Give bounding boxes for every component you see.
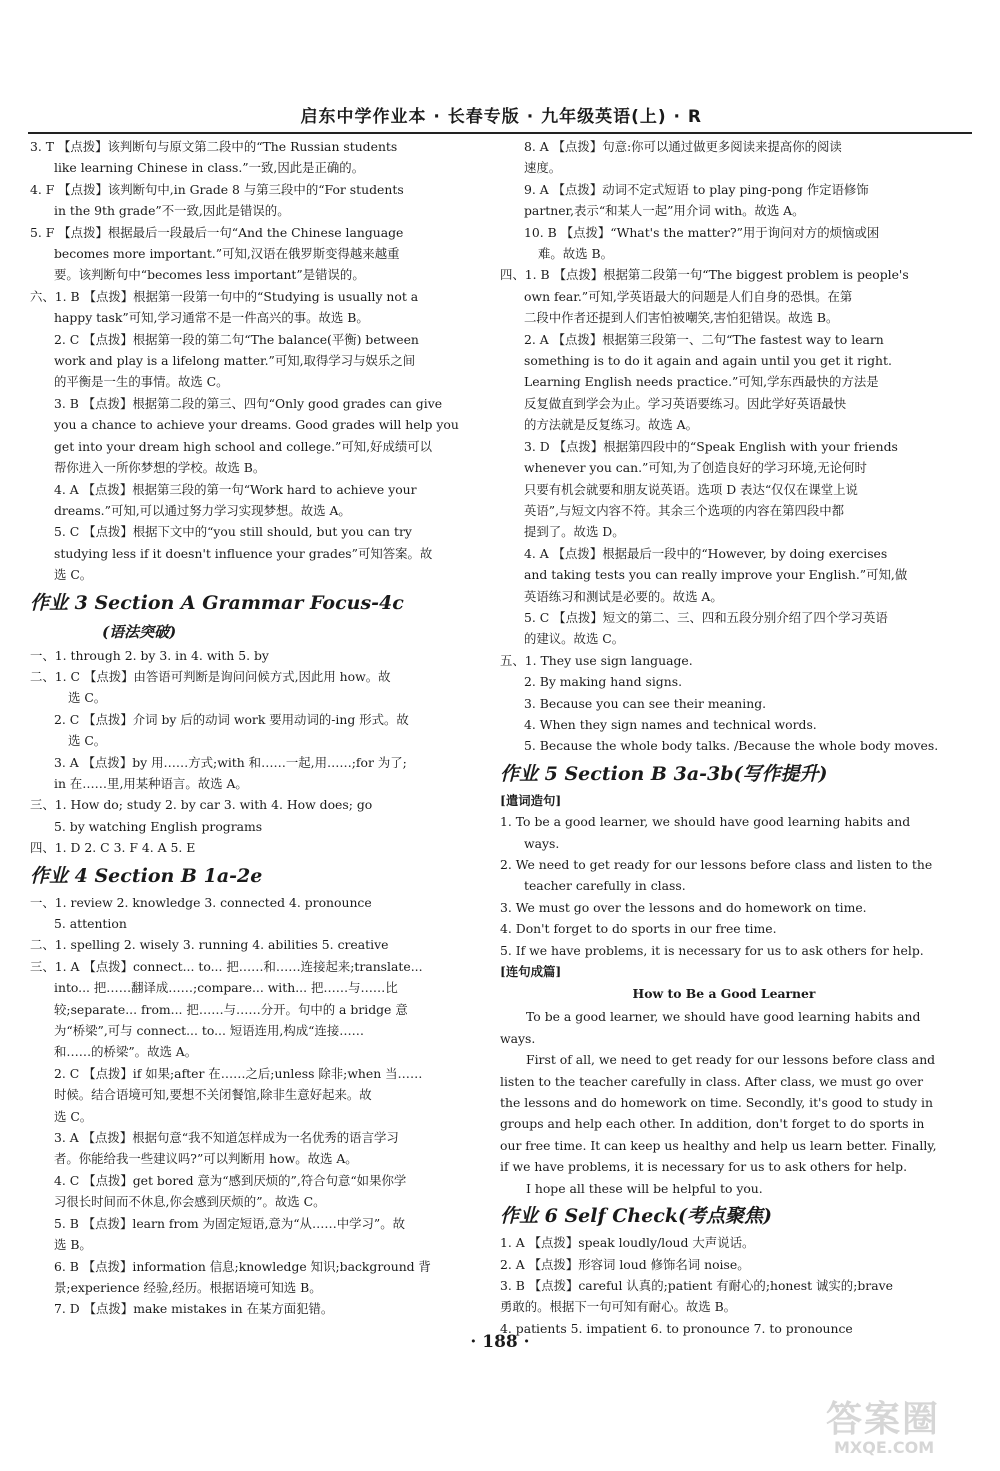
text-line: 2. C 【点拨】根据第一段的第二句“The balance(平衡) between bbox=[54, 331, 419, 347]
text-line: 4. F 【点拨】该判断句中,in Grade 8 与第三段中的“For students bbox=[30, 181, 404, 197]
text-line: ways. bbox=[524, 835, 560, 851]
section-subtitle: (语法突破) bbox=[102, 622, 177, 641]
text-line: 4. Don't forget to do sports in our free time. bbox=[500, 921, 777, 937]
text-line: 较;separate... from... 把……与……分开。句中的 a bridge 意 bbox=[54, 1001, 408, 1017]
text-line: 一、1. through 2. by 3. in 4. with 5. by bbox=[30, 647, 269, 663]
text-line: 三、1. How do; study 2. by car 3. with 4. How does; go bbox=[30, 797, 373, 813]
text-line: 1. A 【点拨】speak loudly/loud 大声说话。 bbox=[500, 1235, 755, 1251]
text-line: groups and help each other. In addition, don't forget to do sports in bbox=[500, 1116, 925, 1132]
left-column bbox=[30, 136, 478, 1320]
text-line: 8. A 【点拨】句意:你可以通过做更多阅读来提高你的阅读 bbox=[524, 139, 842, 154]
text-line: the lessons and do homework on time. Secondly, it's good to study in bbox=[500, 1095, 933, 1111]
section-heading: 作业 6 Self Check(考点聚焦) bbox=[500, 1205, 773, 1228]
text-line: studying less if it doesn't influence your grades”可知答案。故 bbox=[54, 545, 433, 561]
text-line: 5. F 【点拨】根据最后一段最后一句“And the Chinese language bbox=[30, 224, 404, 240]
text-line: 选 C。 bbox=[54, 567, 93, 583]
text-line: 2. C 【点拨】介词 by 后的动词 work 要用动词的-ing 形式。故 bbox=[54, 711, 409, 727]
text-line: 2. A 【点拨】形容词 loud 修饰名词 noise。 bbox=[500, 1256, 750, 1272]
text-line: you a chance to achieve your dreams. Good grades will help you bbox=[54, 417, 459, 433]
text-line: 2. By making hand signs. bbox=[524, 674, 683, 690]
text-line: 四、1. D 2. C 3. F 4. A 5. E bbox=[30, 840, 196, 856]
text-line: 4. When they sign names and technical words. bbox=[524, 716, 817, 732]
text-line: 7. D 【点拨】make mistakes in 在某方面犯错。 bbox=[54, 1301, 334, 1317]
text-line: 二、1. spelling 2. wisely 3. running 4. abilities 5. creative bbox=[30, 937, 389, 953]
text-line: into... 把……翻译成……;compare... with... 把……与……比 bbox=[54, 980, 398, 996]
text-line: 的建议。故选 C。 bbox=[524, 631, 625, 647]
text-line: and taking tests you can really improve your English.”可知,做 bbox=[524, 567, 908, 583]
text-line: 要。该判断句中“becomes less important”是错误的。 bbox=[54, 267, 365, 283]
text-line: work and play is a lifelong matter.”可知,取得学习与娱乐之间 bbox=[54, 353, 416, 369]
text-line: 反复做直到学会为止。学习英语要练习。因此学好英语最快 bbox=[524, 395, 847, 411]
text-line: 只要有机会就要和朋友说英语。选项 D 表达“仅仅在课堂上说 bbox=[524, 481, 858, 497]
text-line: in 在……里,用某种语言。故选 A。 bbox=[54, 775, 248, 791]
section-heading: 作业 3 Section A Grammar Focus-4c bbox=[30, 591, 404, 614]
text-line: 勇敢的。根据下一句可知有耐心。故选 B。 bbox=[500, 1299, 737, 1315]
text-line: listen to the teacher carefully in class. After class, we must go over bbox=[500, 1073, 924, 1089]
text-line: Learning English needs practice.”可知,学东西最快的方法是 bbox=[524, 374, 879, 390]
text-line: 帮你进入一所你梦想的学校。故选 B。 bbox=[54, 460, 266, 476]
section-heading: 作业 5 Section B 3a-3b(写作提升) bbox=[500, 762, 828, 785]
text-line: 选 C。 bbox=[68, 733, 107, 749]
text-line: 提到了。故选 D。 bbox=[524, 524, 625, 540]
text-line: get into your dream high school and college.”可知,好成绩可以 bbox=[54, 438, 433, 454]
text-line: 5. If we have problems, it is necessary for us to ask others for help. bbox=[500, 942, 924, 958]
text-line: 3. We must go over the lessons and do homework on time. bbox=[500, 899, 867, 915]
text-line: 4. C 【点拨】get bored 意为“感到厌烦的”,符合句意“如果你学 bbox=[54, 1172, 407, 1188]
text-line: 为“桥梁”,可与 connect... to... 短语连用,构成“连接…… bbox=[54, 1023, 365, 1039]
text-line: teacher carefully in class. bbox=[524, 878, 686, 894]
text-line: our free time. It can keep us healthy and help us learn better. Finally, bbox=[500, 1137, 937, 1153]
text-line: 6. B 【点拨】information 信息;knowledge 知识;background 背 bbox=[54, 1258, 431, 1274]
text-line: 二段中作者还提到人们害怕被嘲笑,害怕犯错误。故选 B。 bbox=[524, 310, 839, 326]
running-header bbox=[28, 104, 972, 134]
text-line: 选 B。 bbox=[54, 1237, 92, 1253]
text-line: 5. by watching English programs bbox=[54, 818, 263, 834]
text-line: 选 C。 bbox=[54, 1108, 93, 1124]
text-line: 三、1. A 【点拨】connect... to... 把……和……连接起来;translate... bbox=[30, 958, 423, 974]
text-line: 3. B 【点拨】根据第二段的第三、四句“Only good grades can give bbox=[54, 395, 443, 411]
text-line: 4. A 【点拨】根据最后一段中的“However, by doing exercises bbox=[524, 545, 888, 561]
text-line: becomes more important.”可知,汉语在俄罗斯变得越来越重 bbox=[54, 246, 400, 262]
text-line: 习很长时间而不休息,你会感到厌烦的”。故选 C。 bbox=[54, 1194, 326, 1210]
text-line: 的平衡是一生的事情。故选 C。 bbox=[54, 374, 229, 390]
text-line: 四、1. B 【点拨】根据第二段第一句“The biggest problem is people's bbox=[500, 267, 909, 283]
text-line: 2. We need to get ready for our lessons before class and listen to the bbox=[500, 857, 933, 872]
section-heading: 作业 4 Section B 1a-2e bbox=[30, 864, 263, 887]
text-line: 5. attention bbox=[54, 916, 127, 931]
text-line: dreams.”可知,可以通过努力学习实现梦想。故选 A。 bbox=[54, 502, 351, 518]
text-line: in the 9th grade”不一致,因此是错误的。 bbox=[54, 203, 290, 219]
right-column bbox=[500, 136, 948, 1339]
text-line: 选 C。 bbox=[68, 690, 107, 706]
text-line: 5. C 【点拨】短文的第二、三、四和五段分别介绍了四个学习英语 bbox=[524, 609, 888, 625]
text-line: 3. D 【点拨】根据第四段中的“Speak English with your friends bbox=[524, 438, 898, 454]
text-line: 10. B 【点拨】“What's the matter?”用于询问对方的烦恼或困 bbox=[524, 224, 880, 240]
text-line: ways. bbox=[500, 1030, 536, 1046]
text-line: 5. C 【点拨】根据下文中的“you still should, but you can try bbox=[54, 524, 412, 540]
watermark-logo bbox=[826, 1400, 976, 1460]
text-line: whenever you can.”可知,为了创造良好的学习环境,无论何时 bbox=[524, 460, 867, 476]
text-line: [连句成篇] bbox=[500, 964, 562, 980]
text-line: 景;experience 经验,经历。根据语境可知选 B。 bbox=[54, 1279, 322, 1295]
text-line: 9. A 【点拨】动词不定式短语 to play ping-pong 作定语修饰 bbox=[524, 181, 869, 197]
text-line: happy task”可知,学习通常不是一件高兴的事。故选 B。 bbox=[54, 310, 369, 326]
text-line: 速度。 bbox=[524, 160, 562, 176]
text-line: 五、1. They use sign language. bbox=[500, 652, 693, 668]
text-line: 5. B 【点拨】learn from 为固定短语,意为“从……中学习”。故 bbox=[54, 1215, 406, 1231]
text-line: 的方法就是反复练习。故选 A。 bbox=[524, 417, 698, 433]
text-line: partner,表示“和某人一起”用介词 with。故选 A。 bbox=[524, 203, 805, 219]
header-title: 启东中学作业本 · 长春专版 · 九年级英语(上) · R bbox=[300, 107, 702, 127]
text-line: 3. B 【点拨】careful 认真的;patient 有耐心的;honest 诚实的;brave bbox=[500, 1277, 893, 1293]
text-line: 时候。结合语境可知,要想不关闭餐馆,除非生意好起来。故 bbox=[54, 1087, 372, 1103]
text-line: I hope all these will be helpful to you. bbox=[526, 1180, 763, 1196]
text-line: 4. patients 5. impatient 6. to pronounce 7. to pronounce bbox=[500, 1320, 853, 1336]
text-line: 3. A 【点拨】根据句意“我不知道怎样成为一名优秀的语言学习 bbox=[54, 1130, 399, 1146]
text-line: 5. Because the whole body talks. /Because the whole body moves. bbox=[524, 738, 939, 754]
text-line: 2. A 【点拨】根据第三段第一、二句“The fastest way to learn bbox=[524, 331, 884, 347]
text-line: To be a good learner, we should have good learning habits and bbox=[526, 1009, 921, 1025]
text-line: something is to do it again and again until you get it right. bbox=[524, 353, 892, 369]
text-line: 3. Because you can see their meaning. bbox=[524, 695, 767, 711]
watermark-text: 答案圈 bbox=[826, 1399, 941, 1440]
text-line: 3. T 【点拨】该判断句与原文第二段中的“The Russian students bbox=[30, 139, 398, 154]
watermark-url: MXQE.COM bbox=[834, 1438, 935, 1457]
essay-title: How to Be a Good Learner bbox=[632, 986, 816, 1002]
text-line: 英语练习和测试是必要的。故选 A。 bbox=[524, 588, 723, 604]
text-line: First of all, we need to get ready for our lessons before class and bbox=[526, 1052, 936, 1068]
text-line: 难。故选 B。 bbox=[538, 246, 613, 262]
text-line: 一、1. review 2. knowledge 3. connected 4. pronounce bbox=[30, 894, 372, 910]
text-line: 二、1. C 【点拨】由答语可判断是询问问候方式,因此用 how。故 bbox=[30, 668, 391, 684]
text-line: own fear.”可知,学英语最大的问题是人们自身的恐惧。在第 bbox=[524, 288, 853, 304]
text-line: 3. A 【点拨】by 用……方式;with 和……一起,用……;for 为了; bbox=[54, 754, 407, 770]
text-line: 2. C 【点拨】if 如果;after 在……之后;unless 除非;when 当…… bbox=[54, 1065, 423, 1081]
text-line: 和……的桥梁”。故选 A。 bbox=[54, 1044, 198, 1060]
page-number: · 188 · bbox=[470, 1332, 530, 1352]
text-line: 1. To be a good learner, we should have good learning habits and bbox=[500, 814, 911, 830]
text-line: 者。你能给我一些建议吗?”可以判断用 how。故选 A。 bbox=[54, 1151, 358, 1167]
text-line: 英语”,与短文内容不符。其余三个选项的内容在第四段中都 bbox=[524, 502, 845, 518]
text-line: if we have problems, it is necessary for us to ask others for help. bbox=[500, 1159, 908, 1175]
text-line: 六、1. B 【点拨】根据第一段第一句中的“Studying is usually not a bbox=[30, 288, 419, 304]
text-line: 4. A 【点拨】根据第三段的第一句“Work hard to achieve your bbox=[54, 481, 417, 497]
text-line: [遣词造句] bbox=[500, 792, 562, 808]
text-line: like learning Chinese in class.”一致,因此是正确的。 bbox=[54, 160, 365, 176]
